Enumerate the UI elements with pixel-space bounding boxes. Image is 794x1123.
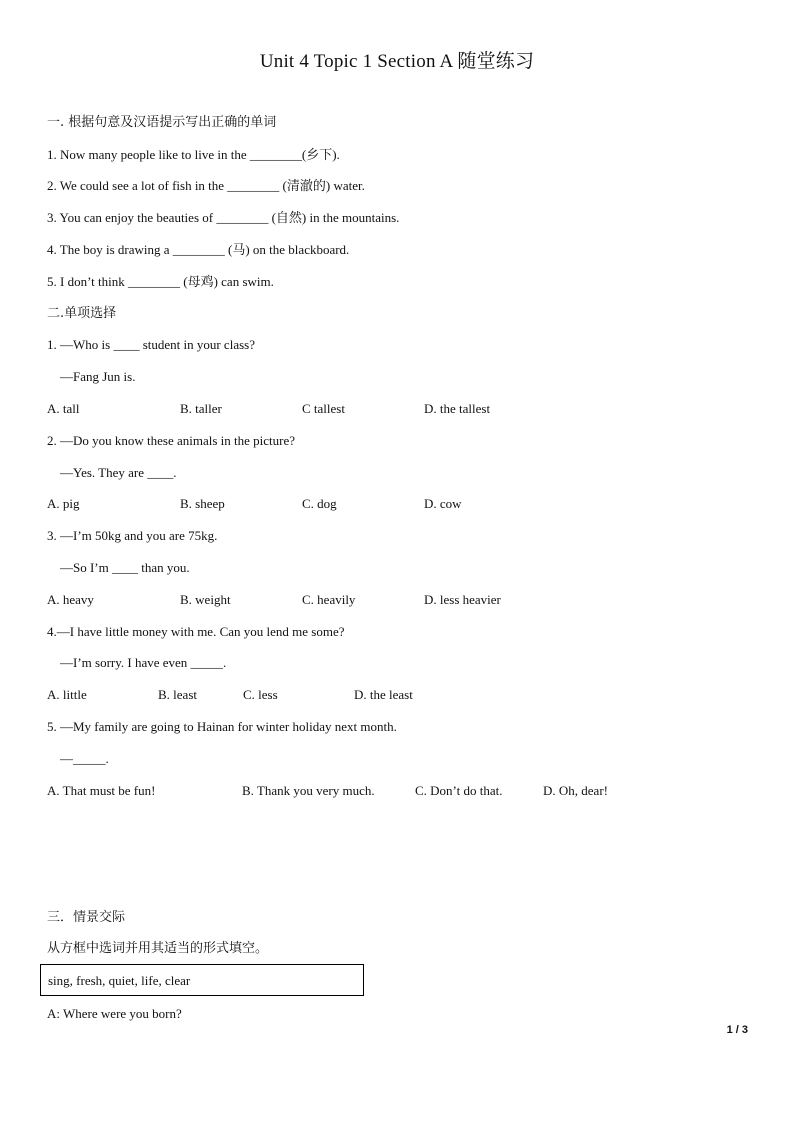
question-5-option-c: C. Don’t do that. [415, 783, 503, 798]
question-5-reply: —_____. [60, 751, 109, 766]
question-3-option-d: D. less heavier [424, 592, 501, 607]
question-4-prompt: 4.—I have little money with me. Can you lend me some? [47, 624, 345, 639]
question-2-option-b: B. sheep [180, 496, 225, 511]
fill-blank-item-1: 1. Now many people like to live in the ________(乡下). [47, 147, 340, 162]
question-2-reply: —Yes. They are ____. [60, 465, 177, 480]
question-3-reply: —So I’m ____ than you. [60, 560, 190, 575]
question-1-option-a: A. tall [47, 401, 80, 416]
fill-blank-item-3: 3. You can enjoy the beauties of ________ (自然) in the mountains. [47, 210, 400, 225]
question-4-option-b: B. least [158, 687, 197, 702]
word-bank-text: sing, fresh, quiet, life, clear [48, 973, 191, 988]
question-5-prompt: 5. —My family are going to Hainan for winter holiday next month. [47, 719, 397, 734]
question-2-option-a: A. pig [47, 496, 80, 511]
question-4-reply: —I’m sorry. I have even _____. [60, 655, 227, 670]
section-3-heading: 三．情景交际 [47, 910, 126, 925]
question-5-option-a: A. That must be fun! [47, 783, 156, 798]
question-1-reply: —Fang Jun is. [60, 369, 136, 384]
question-1-option-c: C tallest [302, 401, 345, 416]
question-1-option-d: D. the tallest [424, 401, 491, 416]
fill-blank-item-4: 4. The boy is drawing a ________ (马) on the blackboard. [47, 242, 350, 257]
question-3-option-a: A. heavy [47, 592, 94, 607]
fill-blank-item-5: 5. I don’t think ________ (母鸡) can swim. [47, 274, 274, 289]
question-5-option-d: D. Oh, dear! [543, 783, 608, 798]
question-2-prompt: 2. —Do you know these animals in the picture? [47, 433, 296, 448]
dialogue-line-1: A: Where were you born? [47, 1006, 182, 1021]
section-1-heading: 一. 根据句意及汉语提示写出正确的单词 [47, 115, 277, 130]
section-2-heading: 二.单项选择 [47, 306, 117, 321]
fill-blank-item-2: 2. We could see a lot of fish in the ________ (清澈的) water. [47, 178, 365, 193]
page-title: Unit 4 Topic 1 Section A 随堂练习 [259, 51, 535, 72]
question-5-option-b: B. Thank you very much. [242, 783, 375, 798]
page-number: 1 / 3 [726, 1024, 748, 1036]
question-1-option-b: B. taller [180, 401, 222, 416]
question-3-prompt: 3. —I’m 50kg and you are 75kg. [47, 528, 218, 543]
word-bank-box [40, 964, 364, 996]
question-2-option-d: D. cow [424, 496, 462, 511]
question-1-prompt: 1. —Who is ____ student in your class? [47, 337, 255, 352]
question-4-option-a: A. little [47, 687, 87, 702]
question-4-option-c: C. less [243, 687, 278, 702]
question-3-option-c: C. heavily [302, 592, 356, 607]
section-3-instruction: 从方框中选词并用其适当的形式填空。 [47, 941, 269, 956]
question-2-option-c: C. dog [302, 496, 337, 511]
question-3-option-b: B. weight [180, 592, 231, 607]
question-4-option-d: D. the least [354, 687, 413, 702]
